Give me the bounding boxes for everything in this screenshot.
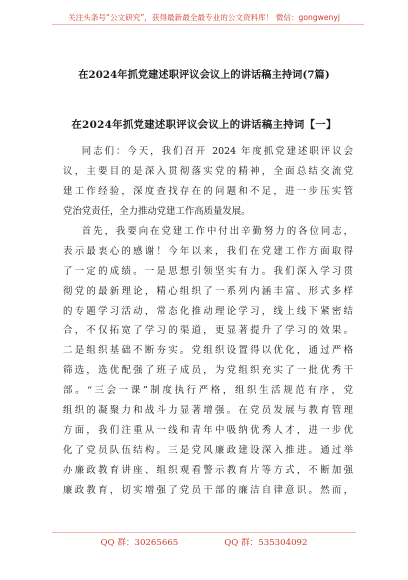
document-title: 在2024年抓党建述职评议会议上的讲话稿主持词(7篇)	[78, 69, 330, 81]
header-divider	[52, 24, 364, 25]
body-line: 筛选，选优配强了班子成员，为党组织充实了一批优秀干	[63, 365, 353, 377]
body-line: 了一定的成绩。一是思想引领坚实有力。我们深入学习贯	[63, 265, 353, 277]
body-line: 彻党的最新理论，精心组织了一系列内涵丰富、形式多样	[63, 285, 353, 297]
body-line: 化了党员队伍结构。三是党风廉政建设深入推进。通过举	[63, 445, 353, 457]
body-line: 办廉政教育讲座、组织观看警示教育片等方式，不断加强	[63, 465, 353, 476]
body-line: 部。“三会一课”制度执行严格，组织生活规范有序，党	[63, 385, 353, 397]
footer-qq-group-1: QQ 群：30265665	[100, 538, 179, 548]
body-line: 的专题学习活动，常态化推动理论学习，线上线下紧密结	[63, 305, 353, 317]
body-line: 合，不仅拓宽了学习的渠道，更显著提升了学习的效果。	[63, 325, 353, 337]
header-watermark-note: 关注头条号“公文研究”，获得最新最全最专业的公文资料库！ 微信：gongwenyj	[68, 13, 340, 22]
body-line: 表示最衷心的感谢！今年以来，我们在党建工作方面取得	[63, 245, 353, 257]
footer-contact	[0, 536, 408, 548]
footer-divider	[52, 532, 356, 533]
body-line: 首先，我要向在党建工作中付出辛勤努力的各位同志，	[81, 225, 353, 237]
body-line: 廉政教育，切实增强了党员干部的廉洁自律意识。然而，	[63, 484, 353, 496]
body-line: 议，主要目的是深入贯彻落实党的精神，全面总结交流党	[63, 165, 353, 177]
footer-qq-group-2: QQ 群：535304092	[224, 538, 308, 548]
section-title: 在2024年抓党建述职评议会议上的讲话稿主持词【一】	[71, 119, 337, 131]
body-line: 同志们：今天，我们召开 2024 年度抓党建述职评议会	[81, 146, 353, 157]
body-line: 二是组织基础不断夯实。党组织设置得以优化，通过严格	[63, 345, 353, 357]
body-text	[63, 142, 353, 501]
body-line: 组织的凝聚力和战斗力显著增强。在党员发展与教育管理	[63, 405, 353, 417]
body-line: 方面，我们注重从一线和青年中吸纳优秀人才，进一步优	[63, 425, 353, 437]
body-line: 党治党责任，全力推动党建工作高质量发展。	[63, 205, 251, 217]
body-line: 建工作经验，深度查找存在的问题和不足，进一步压实管	[63, 185, 353, 197]
